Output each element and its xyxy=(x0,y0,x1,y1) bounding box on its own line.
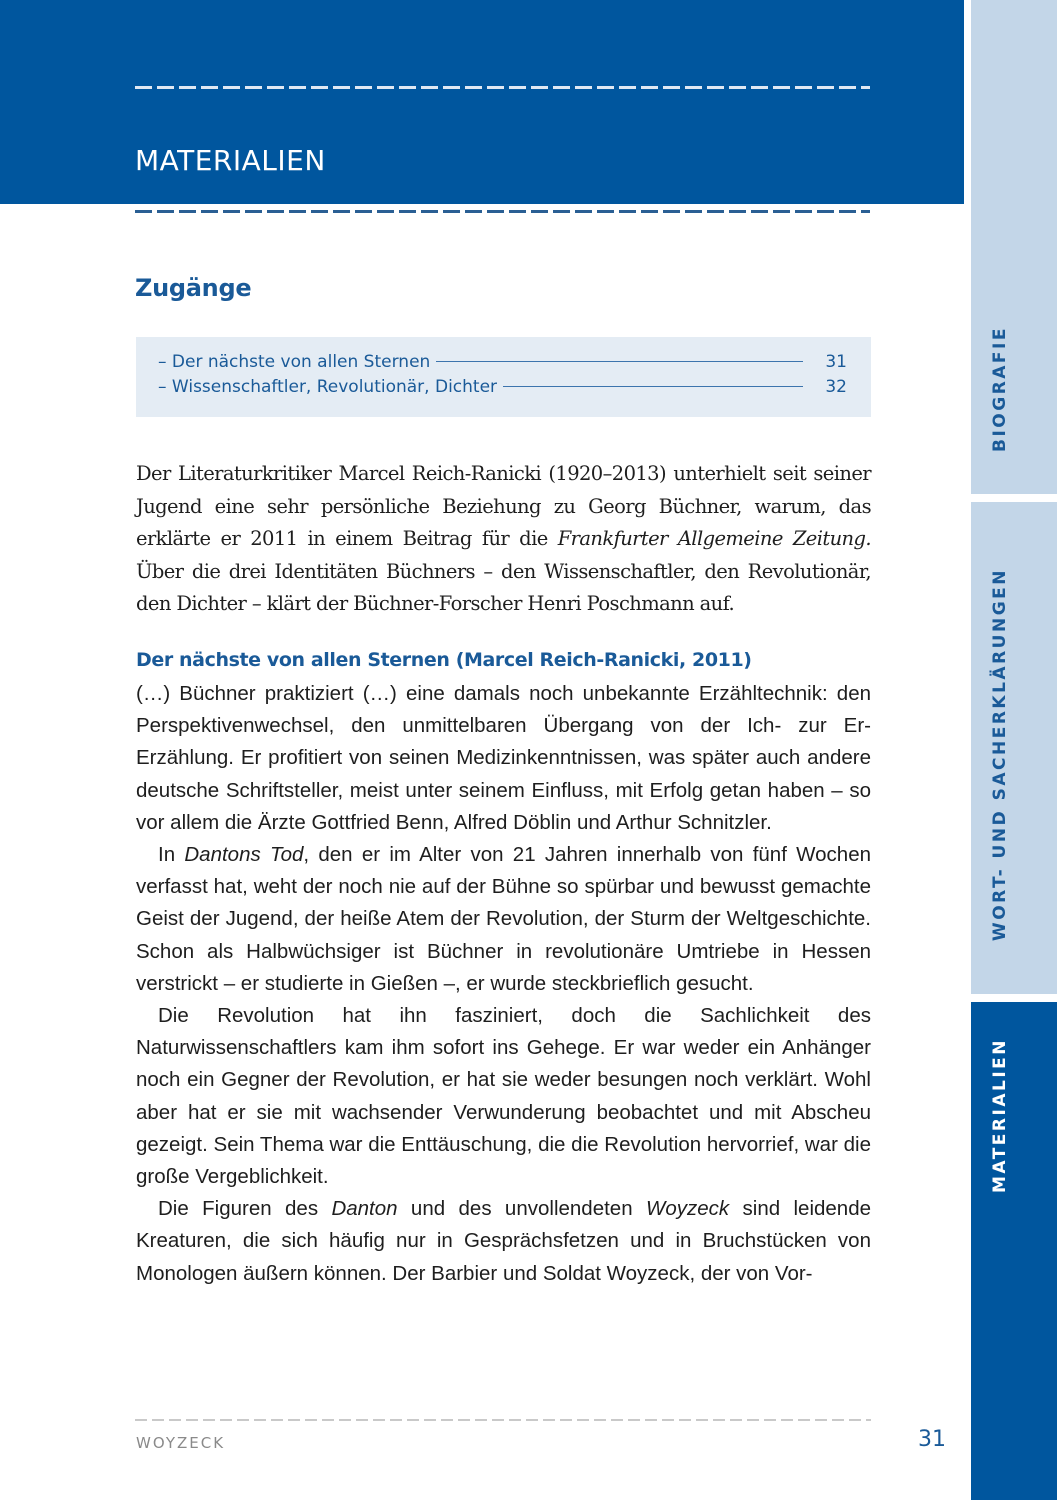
intro-newspaper-title: Frankfurter Allgemeine Zeitung. xyxy=(557,527,871,550)
toc-entry[interactable] xyxy=(158,377,847,402)
chapter-title: MATERIALIEN xyxy=(135,144,326,177)
toc-entry-label: – Der nächste von allen Sternen xyxy=(158,352,431,372)
toc-leader-line xyxy=(503,386,803,387)
toc-entry-label: – Wissenschaftler, Revolutionär, Dichter xyxy=(158,377,498,397)
intro-text: Über die drei Identitäten Büchners – den Wissenschaftler, den Revolutionär, den Dichter – klärt der Büchner-Forscher Henri Poschmann auf. xyxy=(136,559,871,615)
article-paragraph xyxy=(136,839,871,1000)
toc-entry-page: 31 xyxy=(825,352,847,372)
work-title: Danton xyxy=(331,1197,398,1221)
article-paragraph xyxy=(136,1193,871,1290)
toc-entry[interactable] xyxy=(158,352,847,377)
article-heading: Der nächste von allen Sternen (Marcel Reich-Ranicki, 2011) xyxy=(136,649,752,671)
section-title: Zugänge xyxy=(135,274,252,302)
paragraph-text: , den er im Alter von 21 Jahren innerhalb von fünf Wochen verfasst hat, weht der noch nie auf der Bühne so spürbar und bewusst gemachte Geist der Jugend, der heiße Atem der Revolution, der Sturm der Weltgeschichte. Schon als Halbwüchsiger ist Büchner in revolutionäre Umtriebe in Hessen verstrickt – er studierte in Gießen –, er wurde steckbrieflich gesucht. xyxy=(136,843,871,995)
header-dashed-rule-bottom xyxy=(135,210,870,213)
side-tab-wort-und-sacherklaerungen[interactable] xyxy=(971,502,1057,994)
article-paragraph: Die Revolution hat ihn fasziniert, doch die Sachlichkeit des Naturwissenschaftlers kam ihm sofort ins Gehege. Er war weder ein Anhänger noch ein Gegner der Revolution, er hat sie weder besungen noch verklärt. Wohl aber hat er sie mit wachsender Verwunderung beobachtet und mit Abscheu gezeigt. Sein Thema war die Enttäuschung, die die Revolution hervorrief, war die große Vergeblichkeit. xyxy=(136,1004,871,1189)
page-number: 31 xyxy=(918,1427,946,1452)
intro-text: Der Literaturkritiker Marcel Reich-Ranicki (1920–2013) unterhielt seit seiner Jugend eine sehr persönliche Beziehung zu Georg Büchner, warum, das erklärte er 2011 in einem Beitrag für die xyxy=(136,462,871,550)
article-body xyxy=(136,678,871,1290)
table-of-contents xyxy=(136,337,871,417)
toc-leader-line xyxy=(436,361,803,362)
side-tab-label: MATERIALIEN xyxy=(990,1038,1010,1194)
side-tab-label: WORT- UND SACHERKLÄRUNGEN xyxy=(990,568,1010,942)
toc-entry-page: 32 xyxy=(825,377,847,397)
work-title: Dantons Tod xyxy=(184,843,304,867)
article-paragraph: (…) Büchner praktiziert (…) eine damals noch unbekannte Erzähltechnik: den Perspektivenwechsel, den unmittelbaren Übergang von der Ich- zur Er-Erzählung. Er profitiert von seinen Medizinkenntnissen, was später auch andere deutsche Schriftsteller, meist unter seinem Einfluss, mit Erfolg getan haben – so vor allem die Ärzte Gottfried Benn, Alfred Döblin und Arthur Schnitzler. xyxy=(136,682,871,834)
side-tab-label: BIOGRAFIE xyxy=(990,326,1010,452)
side-tab-biografie[interactable] xyxy=(971,0,1057,494)
header-dashed-rule-top xyxy=(135,86,870,89)
work-title: Woyzeck xyxy=(645,1197,730,1221)
paragraph-text: Die Figuren des xyxy=(158,1197,332,1221)
footer-dashed-rule xyxy=(135,1419,871,1421)
side-tab-materialien[interactable] xyxy=(971,1002,1057,1500)
paragraph-text: sind leidende Kreaturen, die sich häufig nur in Gesprächsfetzen und in Bruchstücken von Monologen äußern können. Der Barbier und Soldat Woyzeck, der von Vor- xyxy=(136,1197,872,1285)
paragraph-text: In xyxy=(158,843,185,867)
paragraph-text: und des unvollendeten xyxy=(397,1197,646,1221)
intro-paragraph xyxy=(136,458,871,621)
footer-book-title: WOYZECK xyxy=(136,1434,226,1452)
